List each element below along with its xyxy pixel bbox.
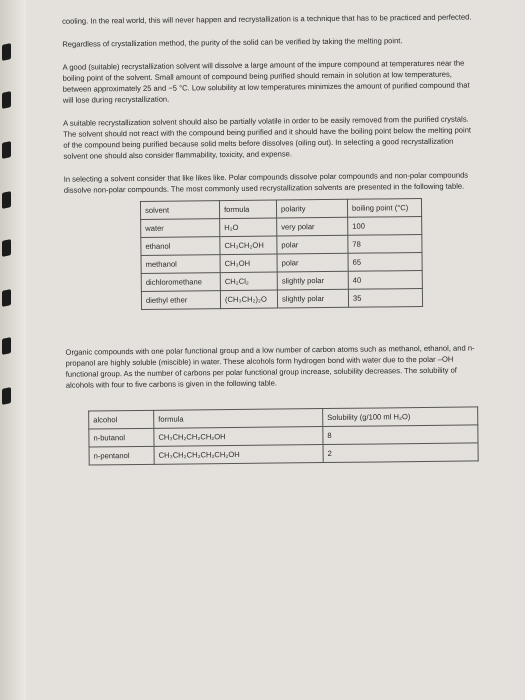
binder-edge xyxy=(0,0,26,700)
paragraph: cooling. In the real world, this will never happen and recrystallization is a technique that has to be practiced and perfected. xyxy=(62,12,472,26)
table-cell: 100 xyxy=(348,217,422,236)
table-cell: slightly polar xyxy=(277,271,348,290)
table-cell: 78 xyxy=(348,235,422,254)
binder-hole xyxy=(2,387,11,405)
binder-hole xyxy=(2,337,11,355)
paragraph: A good (suitable) recrystallization solvent will dissolve a large amount of the impure compound at temperatures near the boiling point of the solvent. Small amount of compound being purified should remain in solution at low temperatures, between approximately 25 and −5 °C. Low solubility at low temperatures minimizes the amount of purified compound that will lose during recrystallization. xyxy=(62,58,470,105)
table-cell: CH₃CH₂OH xyxy=(220,236,277,255)
binder-hole xyxy=(2,289,11,307)
table-cell: ethanol xyxy=(141,237,220,256)
table-cell: polar xyxy=(277,235,348,254)
solvent-table xyxy=(140,198,423,310)
table-row xyxy=(141,289,422,310)
table-cell: (CH₃CH₂)₂O xyxy=(220,290,277,309)
table-cell: n-butanol xyxy=(89,428,154,447)
table-cell: dichloromethane xyxy=(141,273,220,292)
table-header-cell: solvent xyxy=(140,201,219,220)
table-cell: 40 xyxy=(348,271,422,290)
table-row xyxy=(89,443,478,465)
table-cell: slightly polar xyxy=(277,289,348,308)
table-cell: water xyxy=(141,219,220,238)
table-cell: CH₃OH xyxy=(220,254,277,273)
table-header-cell: Solubility (g/100 ml H₂O) xyxy=(323,407,478,427)
binder-hole xyxy=(2,43,11,61)
binder-hole xyxy=(2,91,11,109)
document-page xyxy=(40,11,517,700)
table-cell: 35 xyxy=(348,289,422,308)
table-header-cell: polarity xyxy=(276,199,347,218)
table-cell: CH₃CH₂CH₂CH₂OH xyxy=(154,427,323,447)
table-header-cell: formula xyxy=(154,409,323,429)
table-cell: 2 xyxy=(323,443,478,463)
paragraph: Organic compounds with one polar functional group and a low number of carbon atoms such as methanol, ethanol, and n-propanol are highly soluble (miscible) in water. These alcohols form hydrogen bond with water due to the polar –OH functional group. As the number of carbons per polar functional group increase, solubility decreases. The solubility of alcohols with four to five carbons is given in the following table. xyxy=(65,343,475,390)
table-cell: diethyl ether xyxy=(141,291,220,310)
table-cell: H₂O xyxy=(220,218,277,237)
table-cell: n-pentanol xyxy=(89,446,154,465)
binder-hole xyxy=(2,191,11,209)
table-cell: polar xyxy=(277,253,348,272)
paragraph: Regardless of crystallization method, the purity of the solid can be verified by taking the melting point. xyxy=(62,36,403,49)
table-cell: 8 xyxy=(323,425,478,445)
table-cell: CH₃CH₂CH₂CH₂CH₂OH xyxy=(154,445,323,465)
table-cell: very polar xyxy=(277,217,348,236)
table-header-cell: formula xyxy=(219,200,276,219)
paragraph: A suitable recrystallization solvent should also be partially volatile in order to be easily removed from the purified crystals. The solvent should not react with the compound being purified and it should have the boiling point below the melting point of the compound being purified because solid melts before dissolves (oiling out). In selecting a good recrystallization solvent one should also consider flammability, toxicity, and expense. xyxy=(63,114,472,161)
paragraph: In selecting a solvent consider that like likes like. Polar compounds dissolve polar compounds and non-polar compounds dissolve non-polar compounds. The most commonly used recrystallization solvents are presented in the following table. xyxy=(63,170,469,195)
table-cell: CH₂Cl₂ xyxy=(220,272,277,291)
alcohol-solubility-table xyxy=(88,406,479,465)
table-header-cell: alcohol xyxy=(89,410,154,429)
table-header-cell: boiling point (°C) xyxy=(347,199,421,218)
binder-hole xyxy=(2,141,11,159)
table-cell: 65 xyxy=(348,253,422,272)
binder-hole xyxy=(2,239,11,257)
table-cell: methanol xyxy=(141,255,220,274)
